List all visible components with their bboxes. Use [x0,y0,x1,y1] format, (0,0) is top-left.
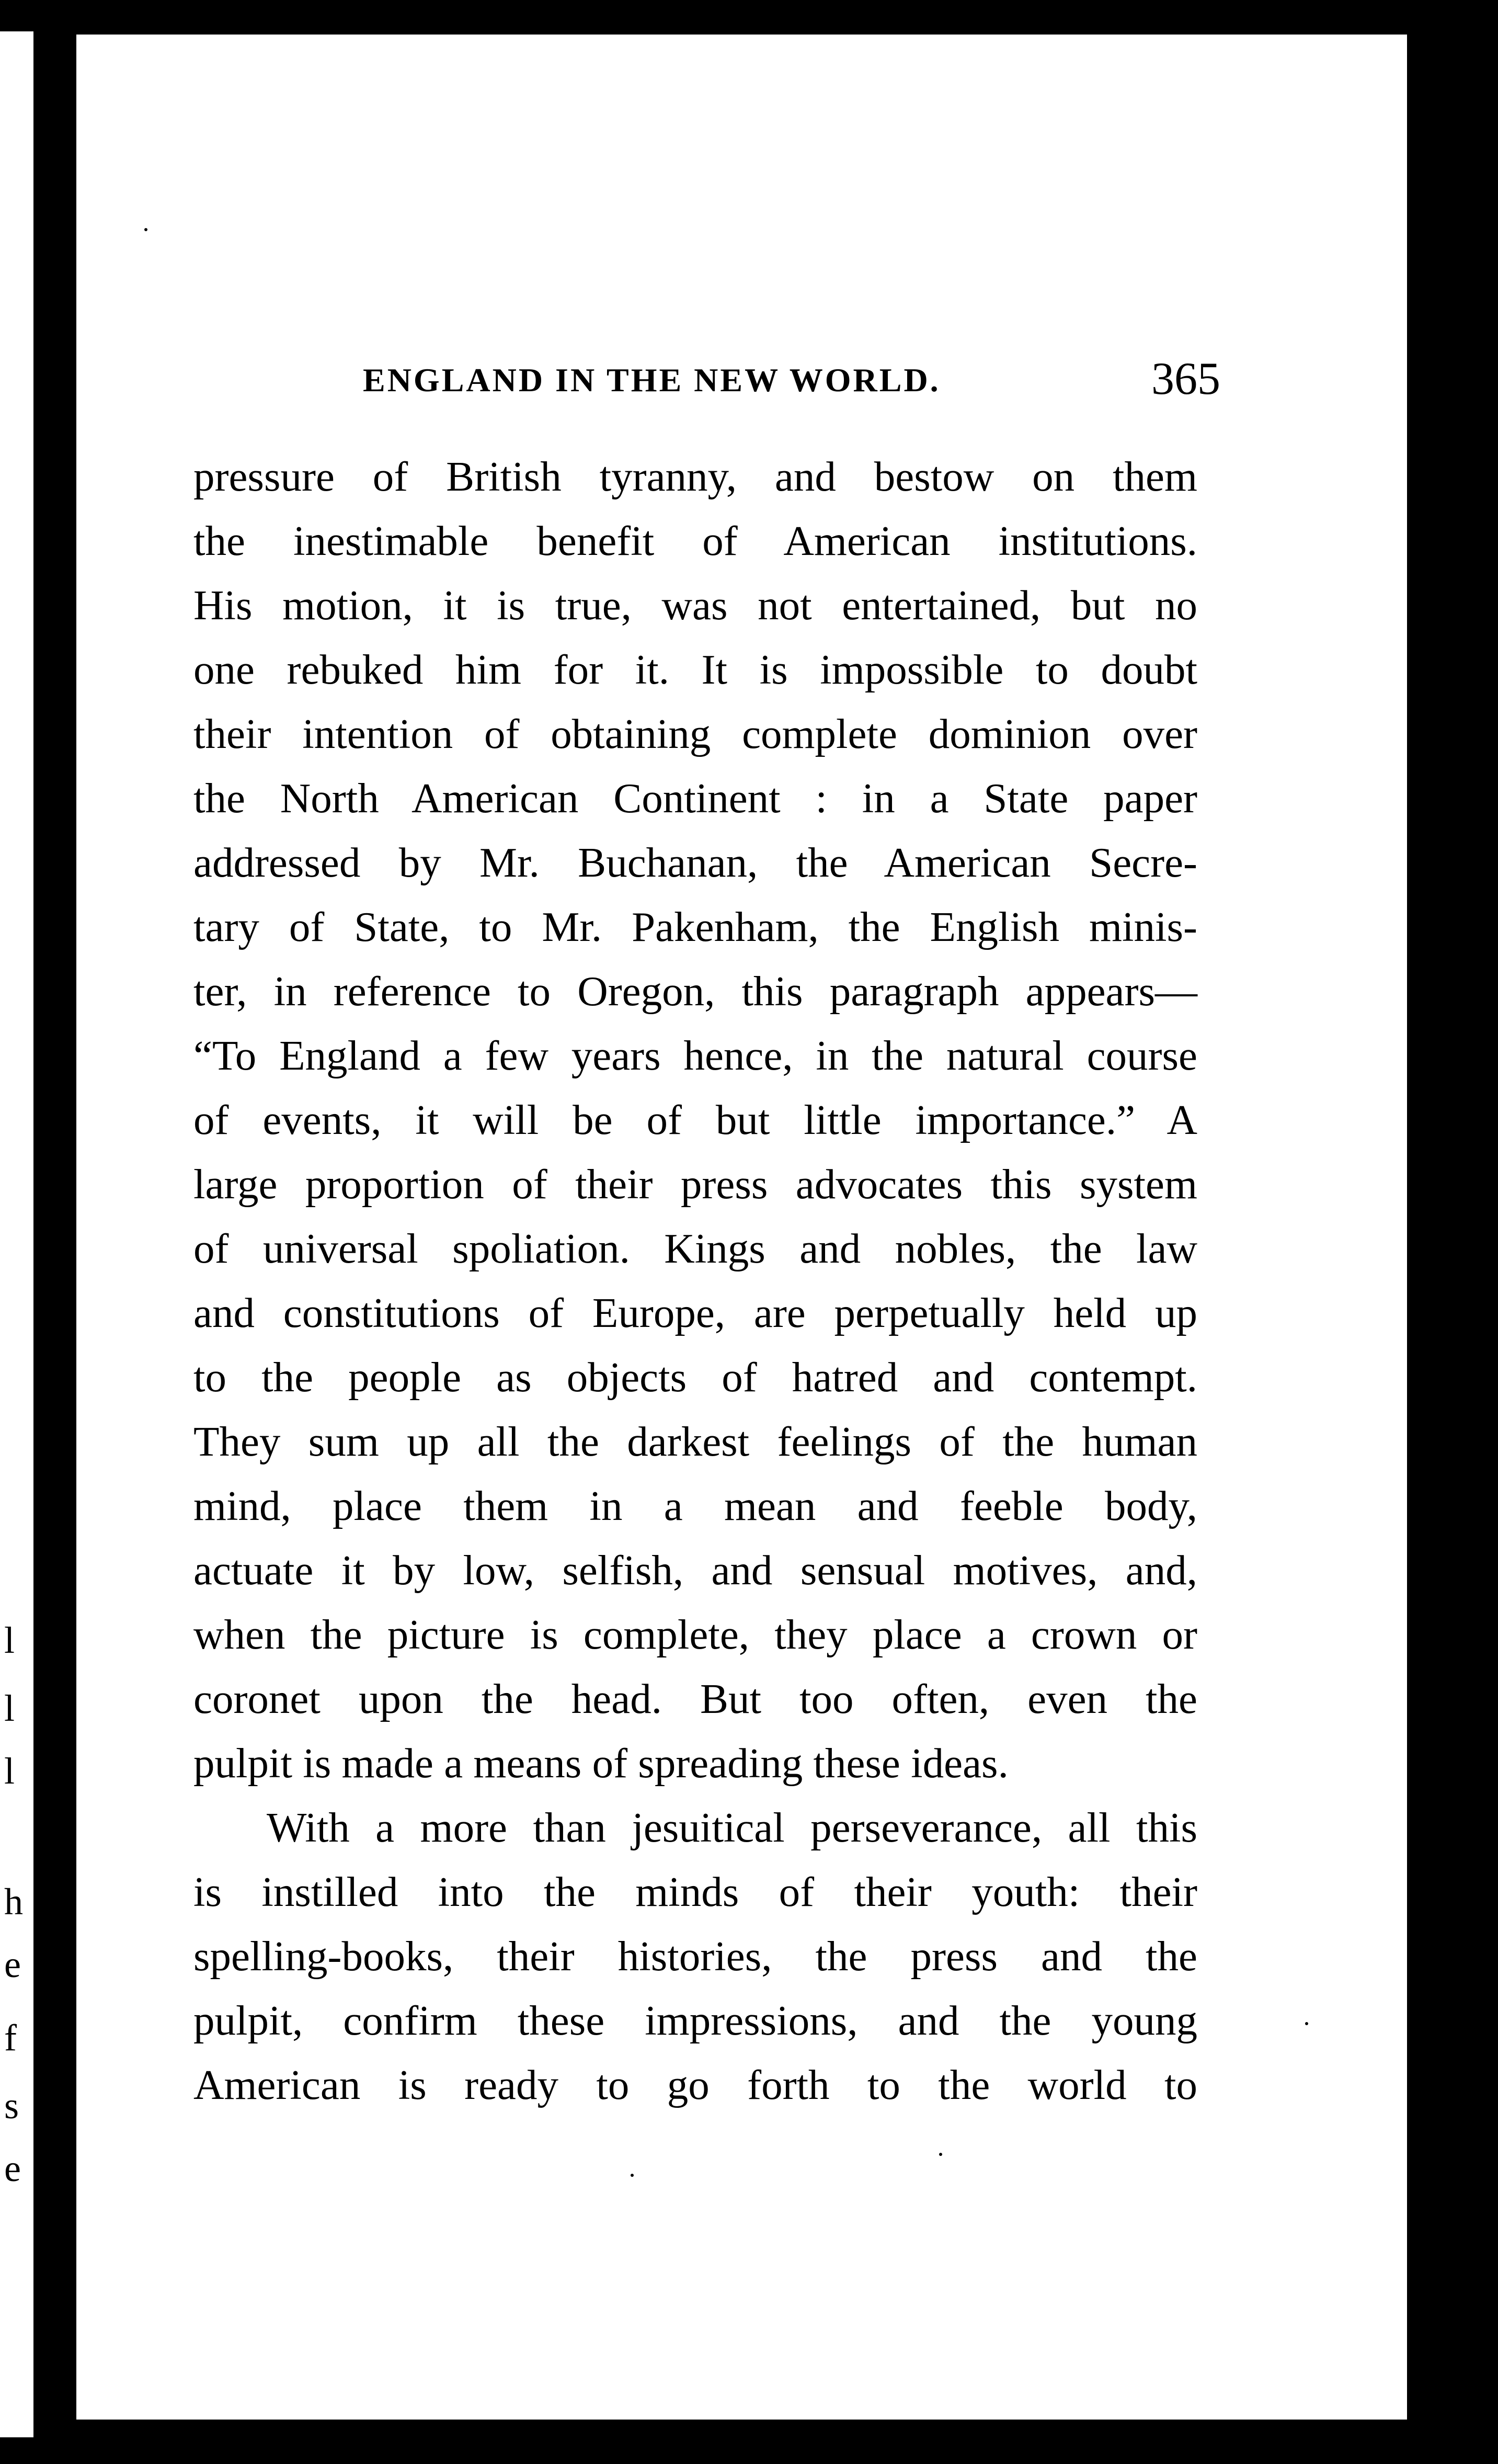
text-line: pulpit, confirm these impressions, and the young [193,1997,1197,2044]
text-line: American is ready to go forth to the world to [193,2061,1197,2108]
text-line: “To England a few years hence, in the natural course [193,1032,1197,1079]
text-line: addressed by Mr. Buchanan, the American Secre- [193,839,1197,886]
text-line: to the people as objects of hatred and contempt. [193,1354,1197,1401]
text-line: mind, place them in a mean and feeble body, [193,1482,1197,1529]
text-line: spelling-books, their histories, the press and the [193,1933,1197,1980]
paragraph-start-line: With a more than jesuitical perseverance, all this [267,1804,1197,1851]
text-line: their intention of obtaining complete dominion over [193,710,1197,757]
text-line: His motion, it is true, was not entertained, but no [193,582,1197,629]
ink-speck [144,228,147,231]
text-line: and constitutions of Europe, are perpetually held up [193,1289,1197,1336]
margin-fragment: e [4,1944,21,1985]
margin-fragment: l [4,1687,15,1729]
text-line: is instilled into the minds of their youth: their [193,1868,1197,1915]
text-line: when the picture is complete, they place a crown or [193,1611,1197,1658]
margin-fragment: s [4,2085,19,2127]
text-line: the inestimable benefit of American institutions. [193,517,1197,564]
text-line: coronet upon the head. But too often, even the [193,1675,1197,1722]
text-line: tary of State, to Mr. Pakenham, the English minis- [193,903,1197,950]
text-line: actuate it by low, selfish, and sensual motives, and, [193,1547,1197,1594]
text-line: ter, in reference to Oregon, this paragraph appears— [193,968,1197,1015]
margin-fragment: l [4,1750,15,1792]
text-line: of events, it will be of but little importance.” A [193,1096,1197,1143]
text-line: They sum up all the darkest feelings of the human [193,1418,1197,1465]
page-number: 365 [1151,354,1220,404]
text-line: the North American Continent : in a State paper [193,775,1197,822]
ink-speck [1305,2022,1308,2025]
margin-fragment: h [4,1881,23,1923]
text-line: of universal spoliation. Kings and nobles, the law [193,1225,1197,1272]
text-line: one rebuked him for it. It is impossible to doubt [193,646,1197,693]
margin-fragment: l [4,1619,15,1661]
margin-fragment: e [4,2148,21,2189]
text-line: pulpit is made a means of spreading these ideas. [193,1740,1009,1787]
text-line: large proportion of their press advocates this system [193,1161,1197,1208]
running-head: ENGLAND IN THE NEW WORLD. [363,361,941,399]
page-header [290,350,1220,403]
ink-speck [939,2153,942,2156]
text-line: pressure of British tyranny, and bestow on them [193,453,1197,500]
body-text [193,445,1197,2117]
margin-fragment: f [4,2017,17,2059]
ink-speck [631,2174,634,2177]
adjacent-page-fragments [0,0,33,2464]
